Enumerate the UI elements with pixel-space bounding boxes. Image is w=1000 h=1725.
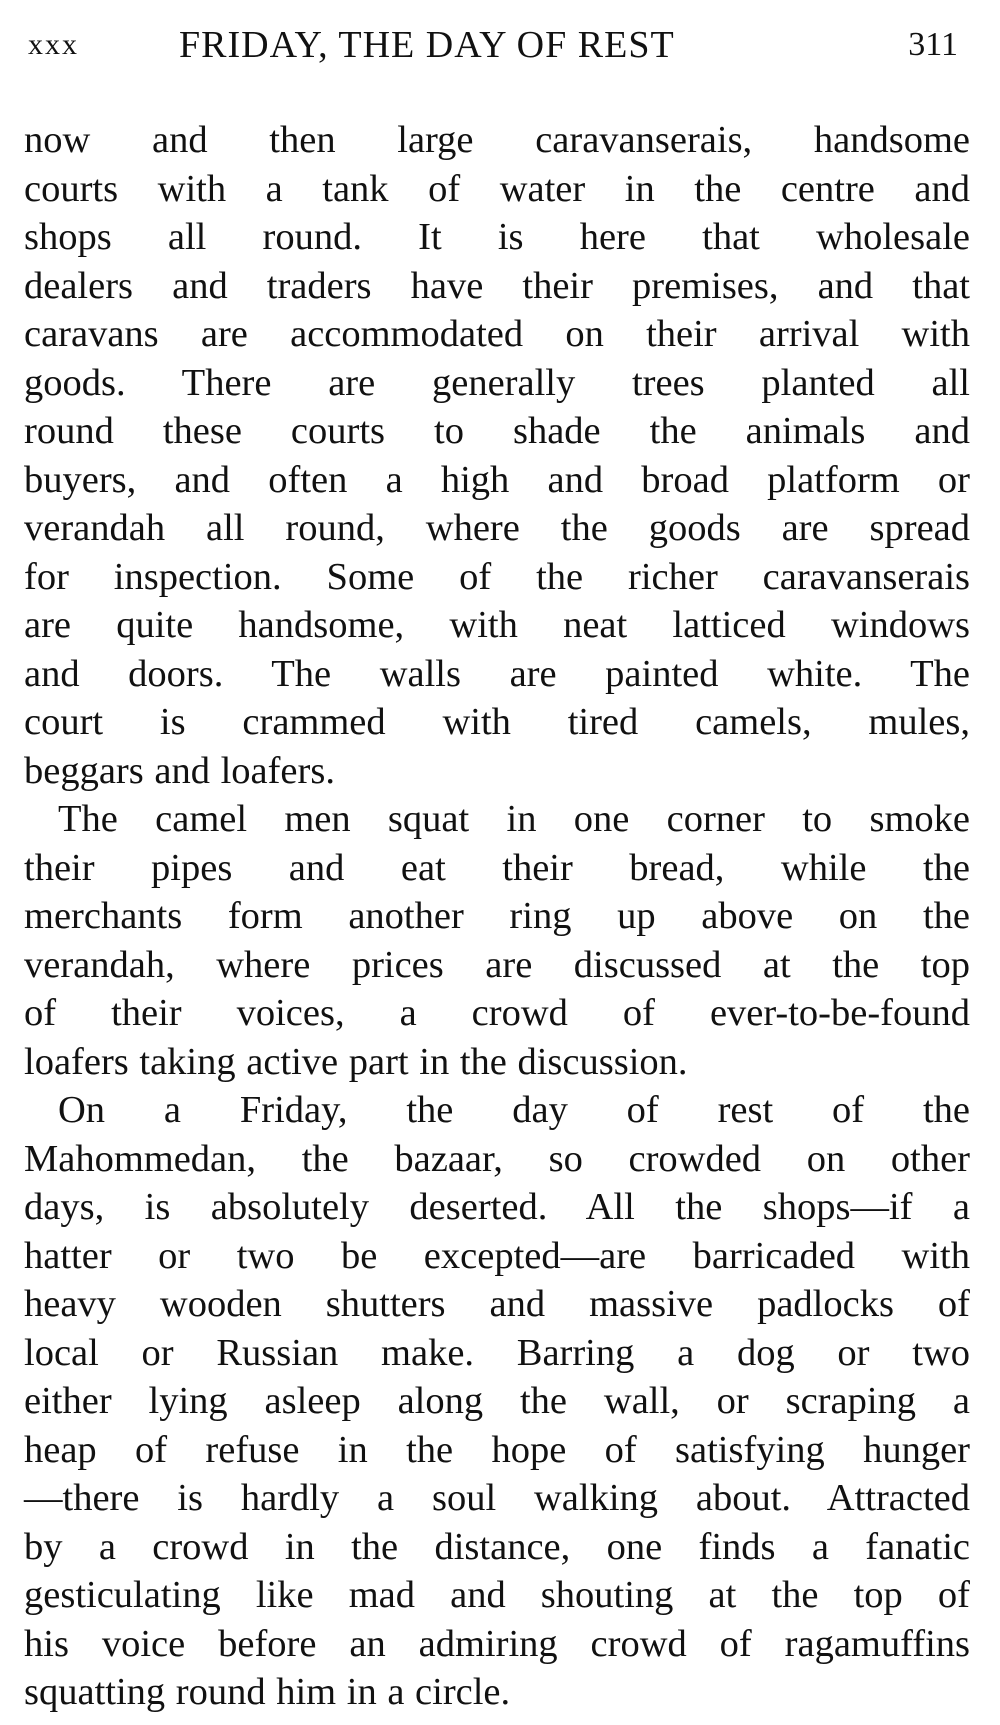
page-number: 311 [908, 26, 958, 63]
text-line: loafers taking active part in the discussion. [24, 1040, 688, 1083]
text-line: shops all round. It is here that wholesale [24, 216, 970, 258]
text-line: buyers, and often a high and broad platform or [24, 458, 970, 501]
text-line: caravans are accommodated on their arrival with [24, 313, 970, 355]
paragraph-2 [24, 795, 970, 1086]
text-line: The camel men squat in one corner to smoke [58, 798, 970, 840]
text-line: verandah, where prices are discussed at the top [24, 943, 970, 986]
text-line: round these courts to shade the animals and [24, 410, 970, 452]
text-line: court is crammed with tired camels, mules, [24, 701, 970, 743]
chapter-title: FRIDAY, THE DAY OF REST [179, 24, 675, 66]
body-text [24, 116, 970, 1717]
text-line: heap of refuse in the hope of satisfying hunger [24, 1428, 970, 1471]
text-line: squatting round him in a circle. [24, 1671, 511, 1713]
text-line: merchants form another ring up above on the [24, 895, 970, 937]
text-line: for inspection. Some of the richer caravanserais [24, 555, 970, 598]
book-page [24, 14, 970, 1717]
text-line: now and then large caravanserais, handsome [24, 119, 970, 161]
text-line: —there is hardly a soul walking about. Attracted [24, 1477, 970, 1519]
text-line: local or Russian make. Barring a dog or two [24, 1331, 970, 1374]
paragraph-1 [24, 116, 970, 795]
text-line: either lying asleep along the wall, or scraping a [24, 1380, 970, 1422]
text-line: Mahommedan, the bazaar, so crowded on other [24, 1137, 970, 1180]
text-line: hatter or two be excepted—are barricaded with [24, 1234, 970, 1277]
text-line: their pipes and eat their bread, while the [24, 846, 970, 889]
text-line: beggars and loafers. [24, 749, 335, 792]
text-line: and doors. The walls are painted white. The [24, 652, 970, 695]
paragraph-3 [24, 1086, 970, 1717]
text-line: goods. There are generally trees planted all [24, 361, 970, 404]
text-line: courts with a tank of water in the centre and [24, 167, 970, 210]
text-line: gesticulating like mad and shouting at the top of [24, 1574, 970, 1616]
text-line: verandah all round, where the goods are spread [24, 507, 970, 549]
text-line: by a crowd in the distance, one finds a fanatic [24, 1525, 970, 1568]
text-line: days, is absolutely deserted. All the shops—if a [24, 1186, 970, 1228]
text-line: his voice before an admiring crowd of ragamuffins [24, 1622, 970, 1665]
chapter-number: xxx [28, 28, 79, 61]
running-head [24, 14, 970, 76]
text-line: On a Friday, the day of rest of the [58, 1089, 970, 1131]
text-line: dealers and traders have their premises, and that [24, 264, 970, 307]
text-line: heavy wooden shutters and massive padlocks of [24, 1283, 970, 1325]
text-line: are quite handsome, with neat latticed windows [24, 604, 970, 646]
text-line: of their voices, a crowd of ever-to-be-found [24, 992, 970, 1034]
